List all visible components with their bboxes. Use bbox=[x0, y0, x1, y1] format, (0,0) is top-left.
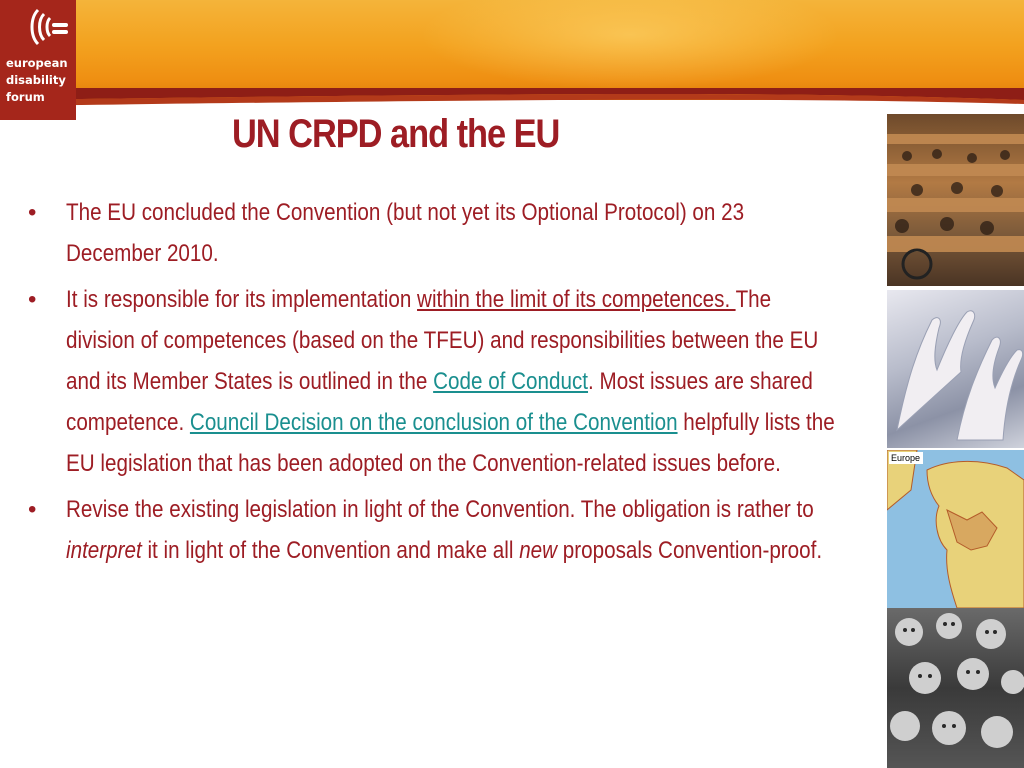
edf-logo[interactable] bbox=[0, 0, 76, 120]
bullet-dot-icon: • bbox=[28, 496, 37, 523]
logo-text bbox=[6, 55, 74, 106]
logo-line-european: european bbox=[6, 56, 68, 70]
header-glow bbox=[420, 0, 840, 90]
bullet-text: It is responsible for its implementation bbox=[66, 286, 418, 313]
bullet-text: . Most issues are shared competence. bbox=[66, 368, 813, 436]
logo-waves-icon bbox=[20, 6, 70, 50]
council-decision-link[interactable]: Council Decision on the conclusion of the Convention bbox=[189, 409, 678, 436]
bullet-text: The division of competences (based on the TFEU) and responsibilities between the EU and its Member States is outlined in the bbox=[66, 286, 819, 395]
hands-photo bbox=[887, 290, 1024, 448]
bullet-item bbox=[28, 192, 858, 274]
emphasis-new: new bbox=[519, 537, 558, 564]
parliament-seats-icon bbox=[887, 114, 1024, 286]
bullet-text: it in light of the Convention and make all bbox=[141, 537, 520, 564]
map-label: Europe bbox=[891, 453, 921, 463]
competences-underlined-text: within the limit of its competences. bbox=[417, 286, 736, 313]
children-crowd-photo bbox=[887, 608, 1024, 768]
slide-title: UN CRPD and the EU bbox=[232, 112, 560, 156]
bullet-text: The EU concluded the Convention (but not yet its Optional Protocol) on 23 December 2010. bbox=[66, 199, 745, 267]
emphasis-interpret: interpret bbox=[66, 537, 142, 564]
bullet-text: proposals Convention-proof. bbox=[557, 537, 823, 564]
raised-hands-icon bbox=[887, 290, 1024, 448]
bullet-list bbox=[28, 192, 858, 576]
parliament-hall-photo bbox=[887, 114, 1024, 286]
logo-line-disability: disability bbox=[6, 73, 66, 87]
europe-map-icon bbox=[887, 450, 1024, 608]
bullet-text: helpfully lists the EU legislation that has been adopted on the Convention-related issues before. bbox=[66, 409, 835, 477]
bullet-dot-icon: • bbox=[28, 199, 37, 226]
bullet-dot-icon: • bbox=[28, 286, 37, 313]
code-of-conduct-link[interactable]: Code of Conduct bbox=[433, 368, 589, 395]
bullet-item bbox=[28, 489, 858, 571]
children-faces-icon bbox=[887, 608, 1024, 768]
logo-line-forum: forum bbox=[6, 90, 45, 104]
europe-map-photo bbox=[887, 450, 1024, 608]
bullet-item bbox=[28, 279, 858, 484]
bullet-text: Revise the existing legislation in light of the Convention. The obligation is rather to bbox=[66, 496, 814, 523]
